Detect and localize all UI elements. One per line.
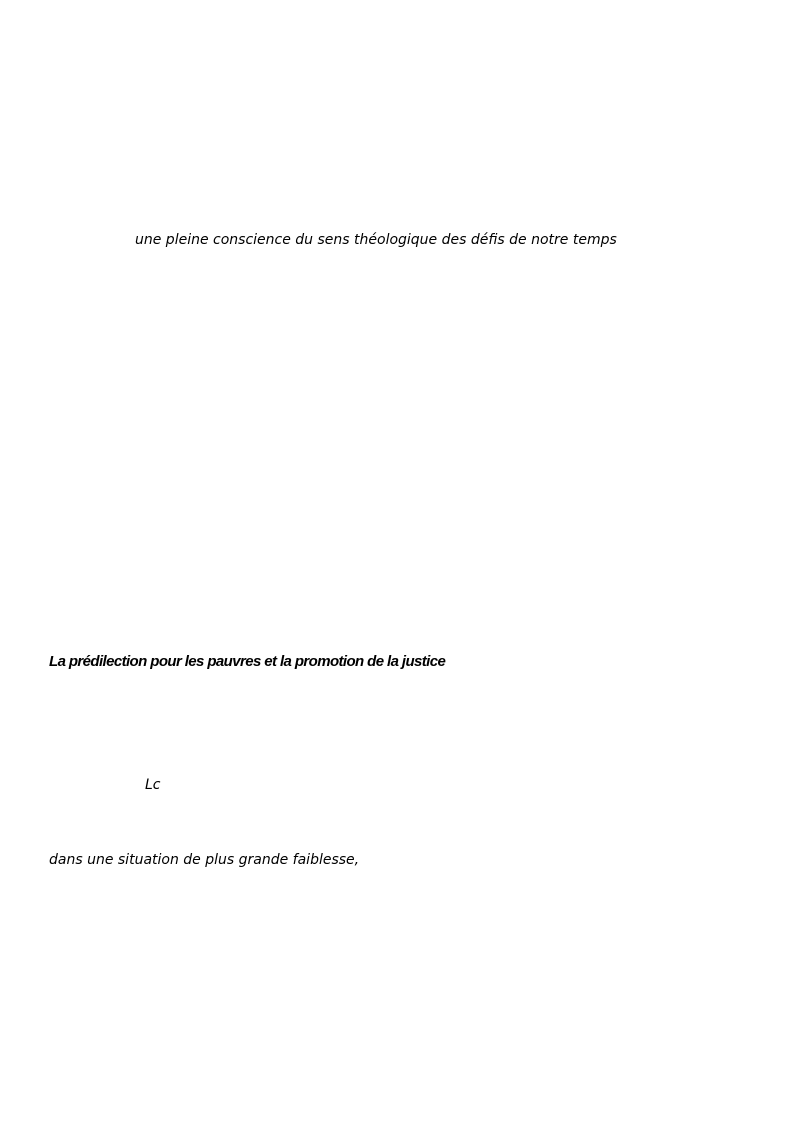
scripture-reference: Lc [145,777,161,793]
italic-phrase-weakness: dans une situation de plus grande faiblesse, [49,852,360,868]
section-heading: La prédilection pour les pauvres et la promotion de la justice [49,653,446,670]
italic-phrase-theological-challenges: une pleine conscience du sens théologique des défis de notre temps [135,232,617,248]
